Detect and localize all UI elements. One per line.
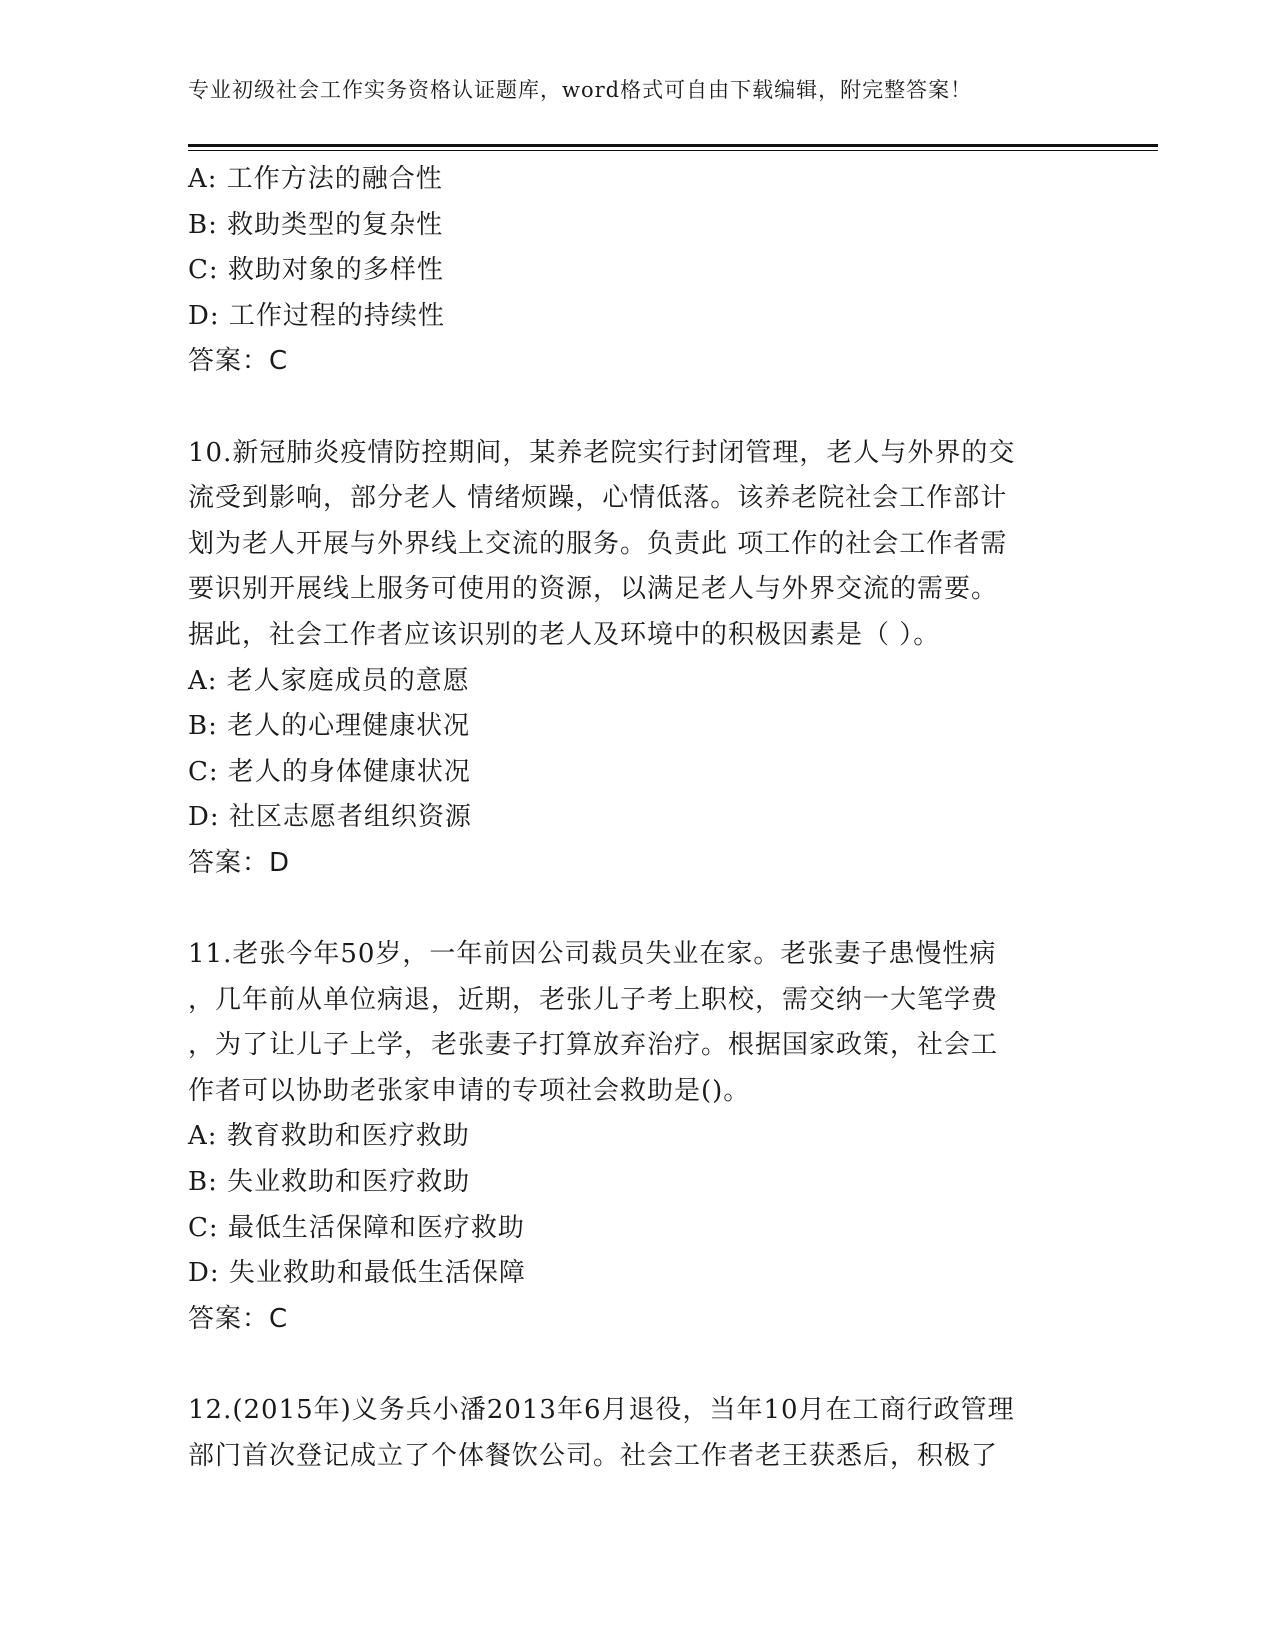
question-text-line: ，为了让儿子上学，老张妻子打算放弃治疗。根据国家政策，社会工 bbox=[188, 1030, 999, 1061]
question-11 bbox=[188, 932, 1088, 1342]
question-text-line: ，几年前从单位病退，近期，老张儿子考上职校，需交纳一大笔学费 bbox=[188, 984, 999, 1015]
option-d: D: 失业救助和最低生活保障 bbox=[188, 1258, 526, 1289]
header-rule-thin bbox=[188, 150, 1158, 151]
option-c: C: 救助对象的多样性 bbox=[188, 255, 444, 286]
question-text-line: 流受到影响，部分老人 情绪烦躁，心情低落。该养老院社会工作部计 bbox=[188, 483, 1008, 514]
option-a: A: 老人家庭成员的意愿 bbox=[188, 665, 470, 696]
spacer bbox=[188, 887, 1088, 933]
option-b: B: 救助类型的复杂性 bbox=[188, 209, 444, 240]
option-d: D: 工作过程的持续性 bbox=[188, 300, 445, 331]
spacer bbox=[188, 385, 1088, 431]
answer: 答案：C bbox=[188, 346, 289, 377]
page-header: 专业初级社会工作实务资格认证题库，word格式可自由下载编辑，附完整答案！ bbox=[188, 78, 973, 102]
header-rule-thick bbox=[188, 144, 1158, 147]
question-text-line: 11.老张今年50岁，一年前因公司裁员失业在家。老张妻子患慢性病 bbox=[188, 939, 997, 970]
question-text-line: 要识别开展线上服务可使用的资源，以满足老人与外界交流的需要。 bbox=[188, 574, 999, 605]
answer: 答案：D bbox=[188, 847, 291, 878]
option-d: D: 社区志愿者组织资源 bbox=[188, 802, 472, 833]
option-b: B: 老人的心理健康状况 bbox=[188, 711, 471, 742]
question-10 bbox=[188, 431, 1088, 887]
option-a: A: 教育救助和医疗救助 bbox=[188, 1121, 470, 1152]
spacer bbox=[188, 1342, 1088, 1388]
question-text-line: 作者可以协助老张家申请的专项社会救助是()。 bbox=[188, 1075, 751, 1106]
option-a: A: 工作方法的融合性 bbox=[188, 164, 443, 194]
option-c: C: 最低生活保障和医疗救助 bbox=[188, 1212, 525, 1243]
question-text-line: 10.新冠肺炎疫情防控期间，某养老院实行封闭管理，老人与外界的交 bbox=[188, 437, 1016, 468]
option-c: C: 老人的身体健康状况 bbox=[188, 756, 471, 787]
question-text-line: 据此，社会工作者应该识别的老人及环境中的积极因素是（ ）。 bbox=[188, 619, 941, 650]
document-body bbox=[188, 157, 1088, 1479]
question-text-line: 划为老人开展与外界线上交流的服务。负责此 项工作的社会工作者需 bbox=[188, 528, 1008, 559]
question-text-line: 部门首次登记成立了个体餐饮公司。社会工作者老王获悉后，积极了 bbox=[188, 1440, 999, 1471]
question-9 bbox=[188, 157, 1088, 385]
option-b: B: 失业救助和医疗救助 bbox=[188, 1167, 471, 1198]
answer: 答案：C bbox=[188, 1303, 289, 1334]
question-text-line: 12.(2015年)义务兵小潘2013年6月退役，当年10月在工商行政管理 bbox=[188, 1395, 1015, 1426]
question-12 bbox=[188, 1388, 1088, 1479]
